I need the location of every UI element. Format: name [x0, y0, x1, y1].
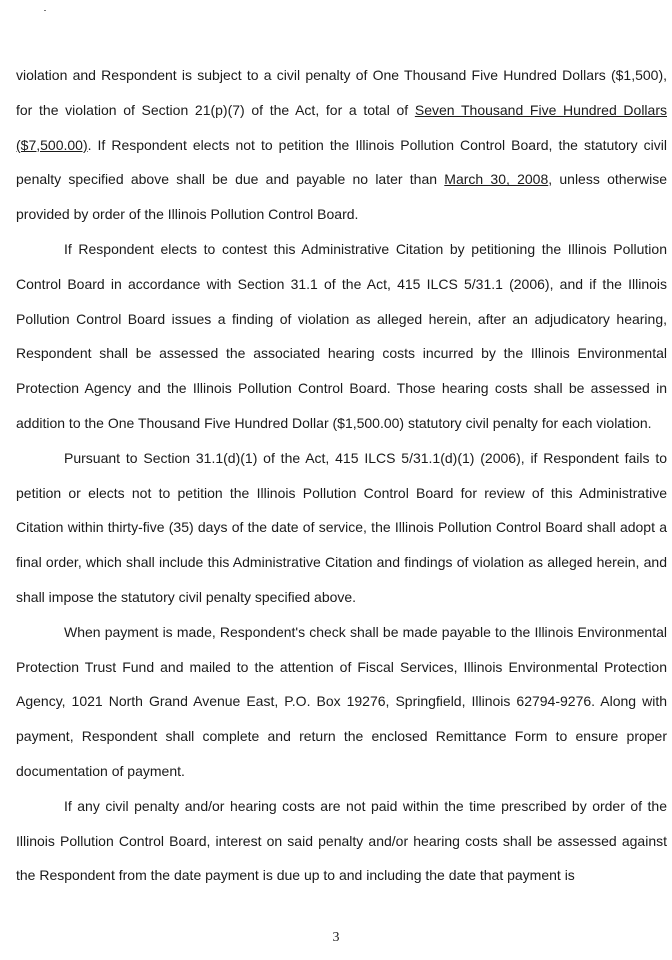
document-body: [16, 58, 667, 893]
paragraph-final-order: [16, 441, 667, 615]
text-segment: . If Respondent elects not to petition the Illinois Pollution Control Board, the statutory civil penalty specified above shall be due and payable no later than: [16, 136, 667, 188]
paragraph-interest: [16, 789, 667, 893]
paragraph-payment-instructions: [16, 615, 667, 789]
underlined-due-date: March 30, 2008: [444, 171, 549, 188]
text-segment: If any civil penalty and/or hearing costs are not paid within the time prescribed by order of the Illinois Pollution Control Board, interest on said penalty and/or hearing costs shall be assessed against the Respondent from the date payment is due up to and including the date that payment is: [16, 797, 667, 884]
text-segment: , unless otherwise provided by order of the Illinois Pollution Control Board.: [16, 171, 667, 223]
scan-speck: [44, 10, 46, 11]
text-segment: Pursuant to Section 31.1(d)(1) of the Act, 415 ILCS 5/31.1(d)(1) (2006), if Respondent fails to petition or elects not to petition the Illinois Pollution Control Board for review of this Administrative Citation within thirty-five (35) days of the date of service, the Illinois Pollution Control Board shall adopt a final order, which shall include this Administrative Citation and findings of violation as alleged herein, and shall impose the statutory civil penalty specified above.: [16, 449, 667, 605]
paragraph-contest-citation: [16, 232, 667, 441]
text-segment: violation and Respondent is subject to a civil penalty of One Thousand Five Hundred Dollars ($1,500), for the violation of Section 21(p)(7) of the Act, for a total of: [16, 67, 667, 118]
text-segment: If Respondent elects to contest this Administrative Citation by petitioning the Illinois Pollution Control Board in accordance with Section 31.1 of the Act, 415 ILCS 5/31.1 (2006), and if the Illinois Pollution Control Board issues a finding of violation as alleged herein, after an adjudicatory hearing, Respondent shall be assessed the associated hearing costs incurred by the Illinois Environmental Protection Agency and the Illinois Pollution Control Board. Those hearing costs shall be assessed in addition to the One Thousand Five Hundred Dollar ($1,500.00) statutory civil penalty for each violation.: [16, 240, 667, 431]
page-number: 3: [332, 930, 340, 945]
text-segment: When payment is made, Respondent's check shall be made payable to the Illinois Environmental Protection Trust Fund and mailed to the attention of Fiscal Services, Illinois Environmental Protection Agency, 1021 North Grand Avenue East, P.O. Box 19276, Springfield, Illinois 62794-9276. Along with payment, Respondent shall complete and return the enclosed Remittance Form to ensure proper documentation of payment.: [16, 623, 667, 779]
paragraph-penalty-total: [16, 58, 667, 232]
underlined-amount: Seven Thousand Five Hundred Dollars ($7,500.00): [16, 101, 667, 153]
